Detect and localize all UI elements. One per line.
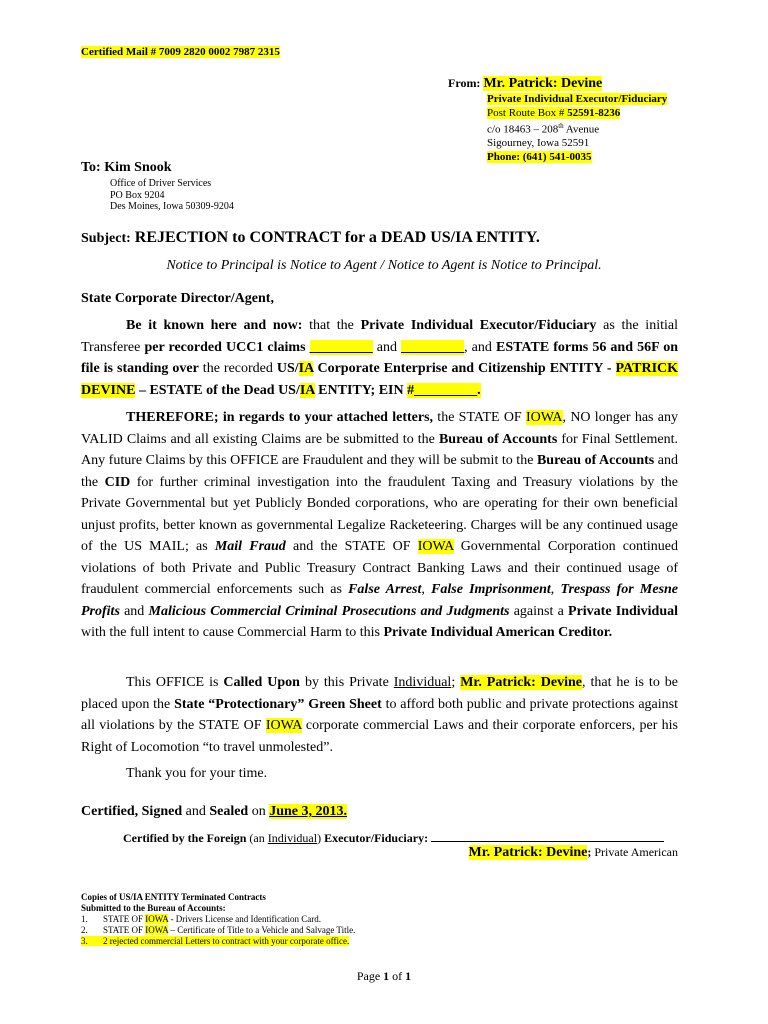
list-item: 2. STATE OF IOWA – Certificate of Title to a Vehicle and Salvage Title. — [81, 925, 356, 935]
certified-by-line: Certified by the Foreign (an Individual) Executor/Fiduciary: — [123, 829, 664, 846]
salutation: State Corporate Director/Agent, — [81, 291, 274, 306]
list-item: 3. 2 rejected commercial Letters to contract with your corporate office. — [81, 936, 350, 946]
page-number: Page 1 of 1 — [356, 969, 412, 983]
closing-thanks: Thank you for your time. — [126, 766, 268, 781]
certified-mail-number: Certified Mail # 7009 2820 0002 7987 2315 — [81, 46, 280, 58]
paragraph-therefore: THEREFORE; in regards to your attached letters, the STATE OF IOWA, NO longer has any VALID Claims and all existing Claims are be submitted to the Bureau of Accounts for Final Settlement. Any future Claims by this OFFICE are Fraudulent and they will be submit to the Bureau of Accounts and the CID for further criminal investigation into the fraudulent Taxing and Treasury violations by the Private Governmental but yet Publicly Bonded corporations, who are operating for their own beneficial unjust profits, better known as governmental Legalize Racketeering. Charges will be any continued usage of the US MAIL; as Mail Fraud and the STATE OF IOWA Governmental Corporation continued violations of both Private and Public Treasury Contract Banking Laws and their continued usage of fraudulent commercial enforcements such as False Arrest, False Imprisonment, Trespass for Mesne Profits and Malicious Commercial Criminal Prosecutions and Judgments against a Private Individual with the full intent to cause Commercial Harm to this Private Individual American Creditor. — [81, 410, 679, 640]
sender-name: Mr. Patrick: Devine — [483, 76, 603, 91]
certification-line: Certified, Signed and Sealed on June 3, 2013. — [81, 804, 348, 819]
signer-name: Mr. Patrick: Devine; Private American — [468, 845, 678, 860]
subject-line: Subject: REJECTION to CONTRACT for a DEAD US/IA ENTITY. — [81, 229, 540, 246]
recipient-address: Office of Driver Services PO Box 9204 Des Moines, Iowa 50309-9204 — [110, 178, 234, 212]
paragraph-called-upon: This OFFICE is Called Upon by this Private Individual; Mr. Patrick: Devine, that he is to be placed upon the State “Protectionary” Green Sheet to afford both public and private protections against all violations by the STATE OF IOWA corporate commercial Laws and their corporate enforcers, per his Right of Locomotion “to travel unmolested”. — [81, 675, 679, 755]
signature-line — [431, 829, 664, 842]
recipient-name: To: Kim Snook — [81, 160, 172, 175]
paragraph-standing: Be it known here and now: that the Private Individual Executor/Fiduciary as the initial Transferee per recorded UCC1 claims _________ and _________, and ESTATE forms 56 and 56F on file is standing over the recorded US/IA Corporate Enterprise and Citizenship ENTITY - PATRICK DEVINE – ESTATE of the Dead US/IA ENTITY; EIN #_________. — [81, 318, 679, 398]
list-item: 1. STATE OF IOWA - Drivers License and Identification Card. — [81, 914, 321, 924]
sender-address: Private Individual Executor/Fiduciary Post Route Box # 52591-8236 c/o 18463 – 208th Avenue Sigourney, Iowa 52591 Phone: (641) 541-0035 — [487, 93, 668, 163]
notice-line: Notice to Principal is Notice to Agent / Notice to Agent is Notice to Principal. — [166, 258, 602, 273]
copies-list: Copies of US/IA ENTITY Terminated Contracts Submitted to the Bureau of Accounts: 1. STATE OF IOWA - Drivers License and Identification Card. 2. STATE OF IOWA – Certificate of Title to a Vehicle and Salvage Title. 3. 2 rejected commercial Letters to contract with your corporate office. — [81, 892, 356, 946]
from-header: From: Mr. Patrick: Devine — [448, 76, 603, 91]
